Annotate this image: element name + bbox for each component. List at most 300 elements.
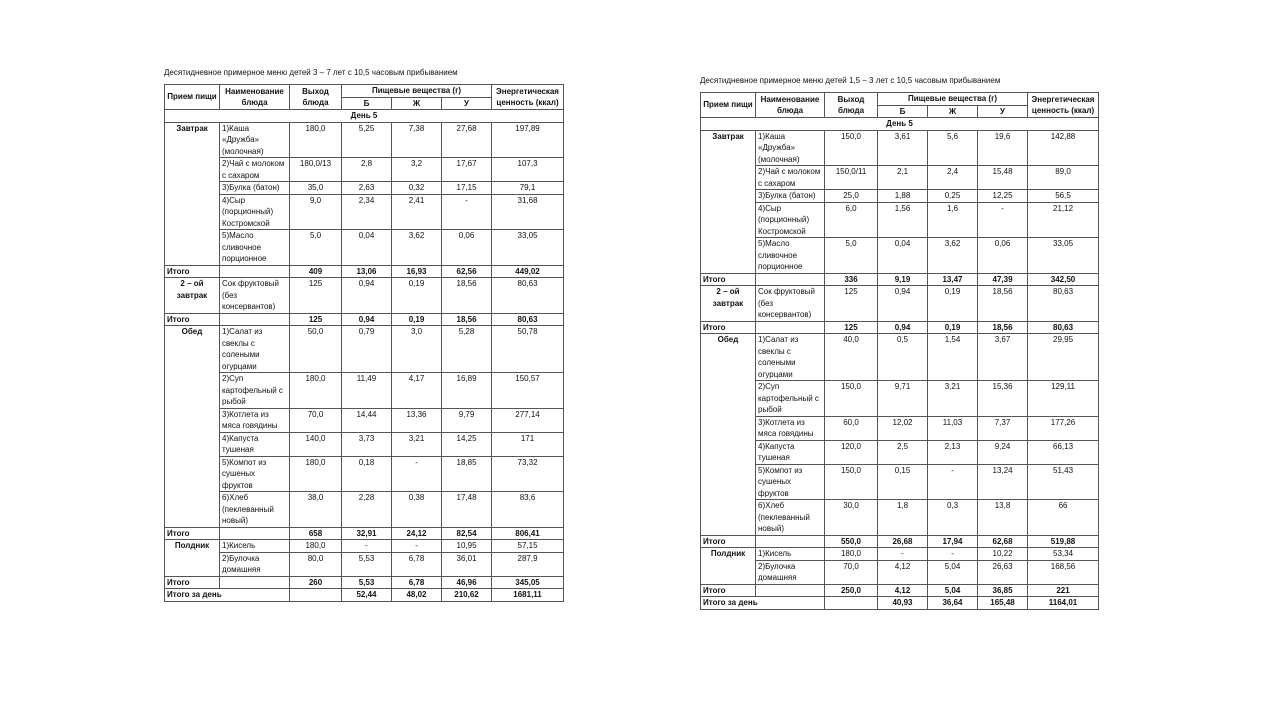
value-zh: 3,21 bbox=[928, 381, 978, 417]
total-b: 13,06 bbox=[342, 265, 392, 278]
total-empty bbox=[756, 584, 825, 597]
total-b: 4,12 bbox=[878, 584, 928, 597]
dish-name: 1)Кисель bbox=[756, 548, 825, 561]
dish-name: 2)Булочка домашняя bbox=[756, 560, 825, 584]
dish-name: 4)Сыр (порционный) Костромской bbox=[756, 202, 825, 238]
dish-yield: 150,0 bbox=[825, 130, 878, 166]
dish-yield: 38,0 bbox=[290, 492, 342, 528]
value-b: - bbox=[342, 540, 392, 553]
menu-title: Десятидневное примерное меню детей 3 – 7 лет с 10,5 часовым прибыванием bbox=[164, 68, 458, 77]
dish-yield: 25,0 bbox=[825, 190, 878, 203]
value-b: 12,02 bbox=[878, 416, 928, 440]
total-yield: 409 bbox=[290, 265, 342, 278]
table-row bbox=[701, 238, 1099, 274]
dish-name: Сок фруктовый (без консервантов) bbox=[756, 286, 825, 322]
total-yield: 125 bbox=[825, 321, 878, 334]
day-label: День 5 bbox=[701, 118, 1099, 131]
day-total-b: 40,93 bbox=[878, 597, 928, 610]
dish-name: 4)Сыр (порционный) Костромской bbox=[220, 194, 290, 230]
value-energy: 129,11 bbox=[1028, 381, 1099, 417]
value-b: 5,25 bbox=[342, 122, 392, 158]
value-u: 26,63 bbox=[978, 560, 1028, 584]
header-nutrients: Пищевые вещества (г) bbox=[342, 85, 492, 98]
value-zh: 2,13 bbox=[928, 440, 978, 464]
total-row bbox=[701, 273, 1099, 286]
day-total-energy: 1164,01 bbox=[1028, 597, 1099, 610]
value-energy: 83,6 bbox=[492, 492, 564, 528]
value-u: 15,36 bbox=[978, 381, 1028, 417]
value-b: 5,53 bbox=[342, 552, 392, 576]
dish-name: 2)Чай с молоком с сахаром bbox=[220, 158, 290, 182]
total-energy: 80,63 bbox=[1028, 321, 1099, 334]
table-row bbox=[701, 548, 1099, 561]
total-row bbox=[701, 321, 1099, 334]
header-zh: Ж bbox=[928, 105, 978, 118]
value-b: 0,94 bbox=[342, 278, 392, 314]
value-energy: 33,05 bbox=[1028, 238, 1099, 274]
value-zh: 1,54 bbox=[928, 334, 978, 381]
value-u: 9,24 bbox=[978, 440, 1028, 464]
meal-name: Полдник bbox=[701, 548, 756, 585]
value-b: 2,1 bbox=[878, 166, 928, 190]
value-energy: 66 bbox=[1028, 500, 1099, 536]
dish-name: 4)Капуста тушеная bbox=[756, 440, 825, 464]
table-row bbox=[165, 158, 564, 182]
table-row bbox=[165, 373, 564, 409]
table-row bbox=[701, 381, 1099, 417]
total-empty bbox=[756, 273, 825, 286]
menu-table-body bbox=[165, 110, 564, 602]
value-b: 3,61 bbox=[878, 130, 928, 166]
total-u: 62,56 bbox=[442, 265, 492, 278]
dish-name: 1)Каша «Дружба» (молочная) bbox=[220, 122, 290, 158]
total-u: 46,96 bbox=[442, 576, 492, 589]
dish-yield: 150,0/11 bbox=[825, 166, 878, 190]
table-row bbox=[165, 456, 564, 492]
total-energy: 342,50 bbox=[1028, 273, 1099, 286]
value-b: 11,49 bbox=[342, 373, 392, 409]
value-u: 19,6 bbox=[978, 130, 1028, 166]
value-u: - bbox=[978, 202, 1028, 238]
value-zh: 0,19 bbox=[392, 278, 442, 314]
value-zh: 2,4 bbox=[928, 166, 978, 190]
total-energy: 221 bbox=[1028, 584, 1099, 597]
total-energy: 449,02 bbox=[492, 265, 564, 278]
value-u: 17,48 bbox=[442, 492, 492, 528]
menu-panel-1_5-3 bbox=[700, 76, 1099, 610]
meal-name: Обед bbox=[165, 326, 220, 528]
day-total-row bbox=[165, 589, 564, 602]
value-zh: 0,3 bbox=[928, 500, 978, 536]
dish-yield: 180,0 bbox=[825, 548, 878, 561]
value-energy: 56,5 bbox=[1028, 190, 1099, 203]
value-energy: 79,1 bbox=[492, 182, 564, 195]
menu-table bbox=[700, 92, 1099, 610]
value-zh: 1,6 bbox=[928, 202, 978, 238]
header-nutrients: Пищевые вещества (г) bbox=[878, 93, 1028, 106]
value-u: 7,37 bbox=[978, 416, 1028, 440]
total-yield: 125 bbox=[290, 313, 342, 326]
value-b: 2,5 bbox=[878, 440, 928, 464]
dish-name: 6)Хлеб (пеклеванный новый) bbox=[220, 492, 290, 528]
total-u: 82,54 bbox=[442, 527, 492, 540]
total-row bbox=[165, 313, 564, 326]
table-row bbox=[701, 334, 1099, 381]
value-zh: 2,41 bbox=[392, 194, 442, 230]
value-energy: 80,63 bbox=[492, 278, 564, 314]
value-energy: 277,14 bbox=[492, 408, 564, 432]
dish-yield: 80,0 bbox=[290, 552, 342, 576]
value-zh: - bbox=[928, 464, 978, 500]
total-row bbox=[165, 527, 564, 540]
total-b: 5,53 bbox=[342, 576, 392, 589]
dish-name: 6)Хлеб (пеклеванный новый) bbox=[756, 500, 825, 536]
total-label: Итого bbox=[165, 313, 220, 326]
value-energy: 50,78 bbox=[492, 326, 564, 373]
value-energy: 31,68 bbox=[492, 194, 564, 230]
day-total-u: 165,48 bbox=[978, 597, 1028, 610]
value-zh: 3,62 bbox=[392, 230, 442, 266]
total-energy: 345,05 bbox=[492, 576, 564, 589]
value-zh: 5,04 bbox=[928, 560, 978, 584]
value-b: 0,15 bbox=[878, 464, 928, 500]
total-row bbox=[701, 584, 1099, 597]
value-b: 3,73 bbox=[342, 432, 392, 456]
header-yield: Выход блюда bbox=[825, 93, 878, 118]
value-u: 9,79 bbox=[442, 408, 492, 432]
total-label: Итого bbox=[165, 576, 220, 589]
value-b: 0,04 bbox=[342, 230, 392, 266]
dish-name: 1)Салат из свеклы с солеными огурцами bbox=[220, 326, 290, 373]
total-b: 32,91 bbox=[342, 527, 392, 540]
header-energy: Энергетическая ценность (ккал) bbox=[1028, 93, 1099, 118]
dish-yield: 40,0 bbox=[825, 334, 878, 381]
header-energy: Энергетическая ценность (ккал) bbox=[492, 85, 564, 110]
total-zh: 6,78 bbox=[392, 576, 442, 589]
header-b: Б bbox=[878, 105, 928, 118]
total-row bbox=[165, 265, 564, 278]
header-dish: Наименование блюда bbox=[756, 93, 825, 118]
value-zh: 5,6 bbox=[928, 130, 978, 166]
total-energy: 806,41 bbox=[492, 527, 564, 540]
value-energy: 21,12 bbox=[1028, 202, 1099, 238]
value-u: 0,06 bbox=[442, 230, 492, 266]
value-b: 0,94 bbox=[878, 286, 928, 322]
total-label: Итого bbox=[701, 273, 756, 286]
value-zh: 0,38 bbox=[392, 492, 442, 528]
total-empty bbox=[220, 527, 290, 540]
value-b: 4,12 bbox=[878, 560, 928, 584]
value-u: 12,25 bbox=[978, 190, 1028, 203]
value-u: 17,67 bbox=[442, 158, 492, 182]
dish-name: 2)Суп картофельный с рыбой bbox=[756, 381, 825, 417]
value-u: 15,48 bbox=[978, 166, 1028, 190]
value-zh: 7,38 bbox=[392, 122, 442, 158]
dish-name: 2)Суп картофельный с рыбой bbox=[220, 373, 290, 409]
day-total-row bbox=[701, 597, 1099, 610]
header-dish: Наименование блюда bbox=[220, 85, 290, 110]
total-u: 18,56 bbox=[978, 321, 1028, 334]
value-b: 1,56 bbox=[878, 202, 928, 238]
total-b: 0,94 bbox=[878, 321, 928, 334]
value-b: 0,79 bbox=[342, 326, 392, 373]
total-u: 47,39 bbox=[978, 273, 1028, 286]
dish-yield: 125 bbox=[290, 278, 342, 314]
meal-name: Полдник bbox=[165, 540, 220, 577]
value-u: 36,01 bbox=[442, 552, 492, 576]
total-yield: 336 bbox=[825, 273, 878, 286]
total-energy: 519,88 bbox=[1028, 535, 1099, 548]
value-energy: 287,9 bbox=[492, 552, 564, 576]
value-zh: 3,62 bbox=[928, 238, 978, 274]
value-u: 14,25 bbox=[442, 432, 492, 456]
table-row bbox=[701, 286, 1099, 322]
header-yield: Выход блюда bbox=[290, 85, 342, 110]
total-empty bbox=[756, 321, 825, 334]
dish-yield: 50,0 bbox=[290, 326, 342, 373]
dish-yield: 5,0 bbox=[825, 238, 878, 274]
value-b: 0,18 bbox=[342, 456, 392, 492]
day-total-label: Итого за день bbox=[701, 597, 825, 610]
value-b: 14,44 bbox=[342, 408, 392, 432]
value-energy: 142,88 bbox=[1028, 130, 1099, 166]
dish-yield: 180,0 bbox=[290, 373, 342, 409]
total-row bbox=[165, 576, 564, 589]
table-row bbox=[701, 166, 1099, 190]
table-row bbox=[701, 202, 1099, 238]
total-u: 18,56 bbox=[442, 313, 492, 326]
value-b: 0,04 bbox=[878, 238, 928, 274]
dish-name: 2)Булочка домашняя bbox=[220, 552, 290, 576]
menu-table bbox=[164, 84, 564, 602]
day-total-energy: 1681,11 bbox=[492, 589, 564, 602]
value-zh: - bbox=[392, 540, 442, 553]
total-zh: 24,12 bbox=[392, 527, 442, 540]
value-energy: 177,26 bbox=[1028, 416, 1099, 440]
header-u: У bbox=[978, 105, 1028, 118]
meal-name: Завтрак bbox=[701, 130, 756, 273]
total-empty bbox=[220, 313, 290, 326]
meal-name: Обед bbox=[701, 334, 756, 536]
value-zh: - bbox=[928, 548, 978, 561]
value-u: 18,56 bbox=[978, 286, 1028, 322]
table-row bbox=[165, 408, 564, 432]
day-label: День 5 bbox=[165, 110, 564, 123]
table-row bbox=[701, 440, 1099, 464]
table-row bbox=[701, 190, 1099, 203]
meal-name: Завтрак bbox=[165, 122, 220, 265]
value-energy: 150,57 bbox=[492, 373, 564, 409]
value-u: 17,15 bbox=[442, 182, 492, 195]
total-b: 26,68 bbox=[878, 535, 928, 548]
menu-title: Десятидневное примерное меню детей 1,5 – 3 лет с 10,5 часовым прибыванием bbox=[700, 76, 1001, 85]
dish-yield: 180,0 bbox=[290, 456, 342, 492]
day-total-zh: 36,64 bbox=[928, 597, 978, 610]
value-zh: 6,78 bbox=[392, 552, 442, 576]
value-b: 1,88 bbox=[878, 190, 928, 203]
table-row bbox=[165, 230, 564, 266]
value-energy: 80,63 bbox=[1028, 286, 1099, 322]
table-row bbox=[165, 182, 564, 195]
dish-yield: 30,0 bbox=[825, 500, 878, 536]
table-row bbox=[165, 552, 564, 576]
value-energy: 73,32 bbox=[492, 456, 564, 492]
value-zh: - bbox=[392, 456, 442, 492]
value-u: 0,06 bbox=[978, 238, 1028, 274]
value-zh: 4,17 bbox=[392, 373, 442, 409]
table-row bbox=[165, 432, 564, 456]
value-u: 18,56 bbox=[442, 278, 492, 314]
value-u: 13,24 bbox=[978, 464, 1028, 500]
day-total-yield bbox=[290, 589, 342, 602]
total-label: Итого bbox=[165, 527, 220, 540]
value-energy: 29,95 bbox=[1028, 334, 1099, 381]
total-empty bbox=[220, 265, 290, 278]
dish-name: 3)Булка (батон) bbox=[220, 182, 290, 195]
dish-name: 3)Котлета из мяса говядины bbox=[756, 416, 825, 440]
day-total-zh: 48,02 bbox=[392, 589, 442, 602]
value-zh: 11,03 bbox=[928, 416, 978, 440]
value-zh: 0,32 bbox=[392, 182, 442, 195]
value-u: 10,22 bbox=[978, 548, 1028, 561]
total-u: 36,85 bbox=[978, 584, 1028, 597]
value-zh: 0,25 bbox=[928, 190, 978, 203]
total-label: Итого bbox=[165, 265, 220, 278]
dish-yield: 125 bbox=[825, 286, 878, 322]
value-energy: 89,0 bbox=[1028, 166, 1099, 190]
table-row bbox=[165, 492, 564, 528]
value-b: 2,28 bbox=[342, 492, 392, 528]
dish-name: 5)Масло сливочное порционное bbox=[220, 230, 290, 266]
dish-yield: 35,0 bbox=[290, 182, 342, 195]
table-row bbox=[165, 326, 564, 373]
dish-yield: 5,0 bbox=[290, 230, 342, 266]
total-zh: 0,19 bbox=[928, 321, 978, 334]
dish-name: 5)Компот из сушеных фруктов bbox=[220, 456, 290, 492]
dish-yield: 150,0 bbox=[825, 464, 878, 500]
value-u: 27,68 bbox=[442, 122, 492, 158]
value-energy: 66,13 bbox=[1028, 440, 1099, 464]
dish-name: 1)Каша «Дружба» (молочная) bbox=[756, 130, 825, 166]
day-total-label: Итого за день bbox=[165, 589, 290, 602]
dish-name: 5)Компот из сушеных фруктов bbox=[756, 464, 825, 500]
value-zh: 3,0 bbox=[392, 326, 442, 373]
value-energy: 197,89 bbox=[492, 122, 564, 158]
dish-name: Сок фруктовый (без консервантов) bbox=[220, 278, 290, 314]
total-empty bbox=[756, 535, 825, 548]
day-total-yield bbox=[825, 597, 878, 610]
menu-panel-3-7 bbox=[164, 68, 564, 602]
total-yield: 260 bbox=[290, 576, 342, 589]
value-b: 2,8 bbox=[342, 158, 392, 182]
meal-name: 2 – ой завтрак bbox=[701, 286, 756, 322]
table-row bbox=[701, 416, 1099, 440]
value-energy: 107,3 bbox=[492, 158, 564, 182]
value-energy: 168,56 bbox=[1028, 560, 1099, 584]
value-u: 18,85 bbox=[442, 456, 492, 492]
total-empty bbox=[220, 576, 290, 589]
value-u: 5,28 bbox=[442, 326, 492, 373]
total-label: Итого bbox=[701, 321, 756, 334]
table-row bbox=[701, 464, 1099, 500]
meal-name: 2 – ой завтрак bbox=[165, 278, 220, 314]
dish-yield: 180,0 bbox=[290, 122, 342, 158]
table-row bbox=[701, 130, 1099, 166]
dish-name: 3)Булка (батон) bbox=[756, 190, 825, 203]
header-meal: Прием пищи bbox=[165, 85, 220, 110]
value-u: 16,89 bbox=[442, 373, 492, 409]
value-b: 1,8 bbox=[878, 500, 928, 536]
value-b: 9,71 bbox=[878, 381, 928, 417]
header-meal: Прием пищи bbox=[701, 93, 756, 118]
dish-yield: 70,0 bbox=[825, 560, 878, 584]
value-u: 13,8 bbox=[978, 500, 1028, 536]
total-label: Итого bbox=[701, 584, 756, 597]
total-energy: 80,63 bbox=[492, 313, 564, 326]
dish-yield: 6,0 bbox=[825, 202, 878, 238]
dish-name: 1)Кисель bbox=[220, 540, 290, 553]
total-yield: 550,0 bbox=[825, 535, 878, 548]
total-zh: 16,93 bbox=[392, 265, 442, 278]
value-energy: 57,15 bbox=[492, 540, 564, 553]
dish-yield: 60,0 bbox=[825, 416, 878, 440]
menu-table-body bbox=[701, 118, 1099, 610]
value-u: - bbox=[442, 194, 492, 230]
total-b: 0,94 bbox=[342, 313, 392, 326]
value-u: 3,67 bbox=[978, 334, 1028, 381]
value-zh: 3,21 bbox=[392, 432, 442, 456]
dish-yield: 9,0 bbox=[290, 194, 342, 230]
total-b: 9,19 bbox=[878, 273, 928, 286]
dish-name: 1)Салат из свеклы с солеными огурцами bbox=[756, 334, 825, 381]
total-yield: 658 bbox=[290, 527, 342, 540]
value-b: 0,5 bbox=[878, 334, 928, 381]
total-zh: 5,04 bbox=[928, 584, 978, 597]
value-b: 2,34 bbox=[342, 194, 392, 230]
day-total-u: 210,62 bbox=[442, 589, 492, 602]
value-energy: 171 bbox=[492, 432, 564, 456]
value-energy: 53,34 bbox=[1028, 548, 1099, 561]
value-zh: 3,2 bbox=[392, 158, 442, 182]
header-u: У bbox=[442, 97, 492, 110]
dish-name: 2)Чай с молоком с сахаром bbox=[756, 166, 825, 190]
value-u: 10,95 bbox=[442, 540, 492, 553]
dish-yield: 180,0/13 bbox=[290, 158, 342, 182]
total-zh: 17,94 bbox=[928, 535, 978, 548]
dish-yield: 150,0 bbox=[825, 381, 878, 417]
value-b: - bbox=[878, 548, 928, 561]
value-zh: 0,19 bbox=[928, 286, 978, 322]
dish-yield: 120,0 bbox=[825, 440, 878, 464]
value-b: 2,63 bbox=[342, 182, 392, 195]
day-total-b: 52,44 bbox=[342, 589, 392, 602]
dish-name: 3)Котлета из мяса говядины bbox=[220, 408, 290, 432]
table-row bbox=[701, 500, 1099, 536]
total-label: Итого bbox=[701, 535, 756, 548]
header-b: Б bbox=[342, 97, 392, 110]
total-zh: 13,47 bbox=[928, 273, 978, 286]
header-zh: Ж bbox=[392, 97, 442, 110]
dish-yield: 70,0 bbox=[290, 408, 342, 432]
total-zh: 0,19 bbox=[392, 313, 442, 326]
total-yield: 250,0 bbox=[825, 584, 878, 597]
dish-yield: 140,0 bbox=[290, 432, 342, 456]
table-row bbox=[165, 122, 564, 158]
dish-yield: 180,0 bbox=[290, 540, 342, 553]
dish-name: 4)Капуста тушеная bbox=[220, 432, 290, 456]
table-row bbox=[701, 560, 1099, 584]
value-energy: 33,05 bbox=[492, 230, 564, 266]
